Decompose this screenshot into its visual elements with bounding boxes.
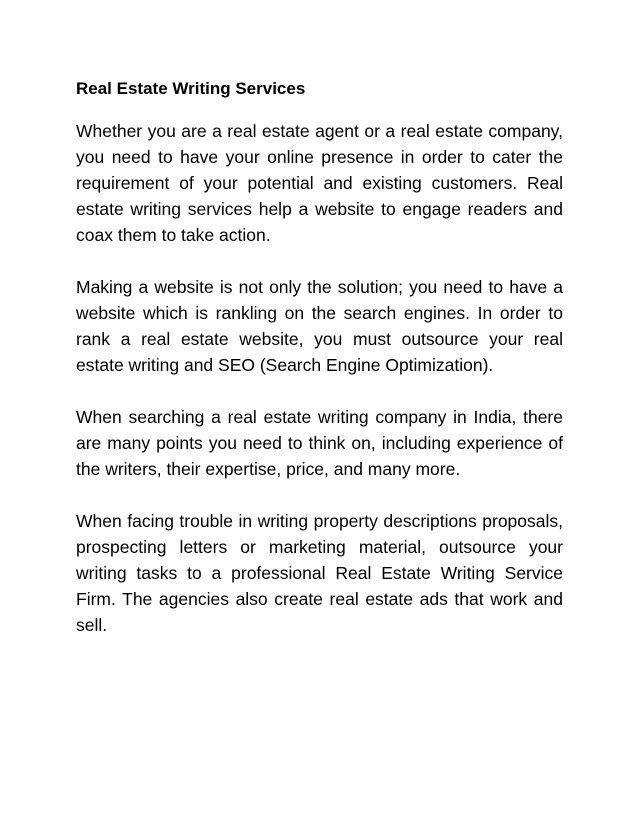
paragraph-website-ranking: Making a website is not only the solution; you need to have a website which is rankling on the search engines. In order to rank a real estate website, you must outsource your real estate writing and SEO (Search Engine Optimization).: [76, 277, 563, 375]
document-title: Real Estate Writing Services: [76, 79, 306, 98]
paragraph-company-india: When searching a real estate writing company in India, there are many points you need to think on, including experience of the writers, their expertise, price, and many more.: [76, 407, 563, 479]
paragraph-intro: Whether you are a real estate agent or a real estate company, you need to have your online presence in order to cater the requirement of your potential and existing customers. Real estate writing services help a website to engage readers and coax them to take action.: [76, 121, 563, 245]
document-page: [76, 76, 563, 664]
paragraph-outsource: When facing trouble in writing property descriptions proposals, prospecting letters or marketing material, outsource your writing tasks to a professional Real Estate Writing Service Firm. The agencies also create real estate ads that work and sell.: [76, 511, 563, 635]
